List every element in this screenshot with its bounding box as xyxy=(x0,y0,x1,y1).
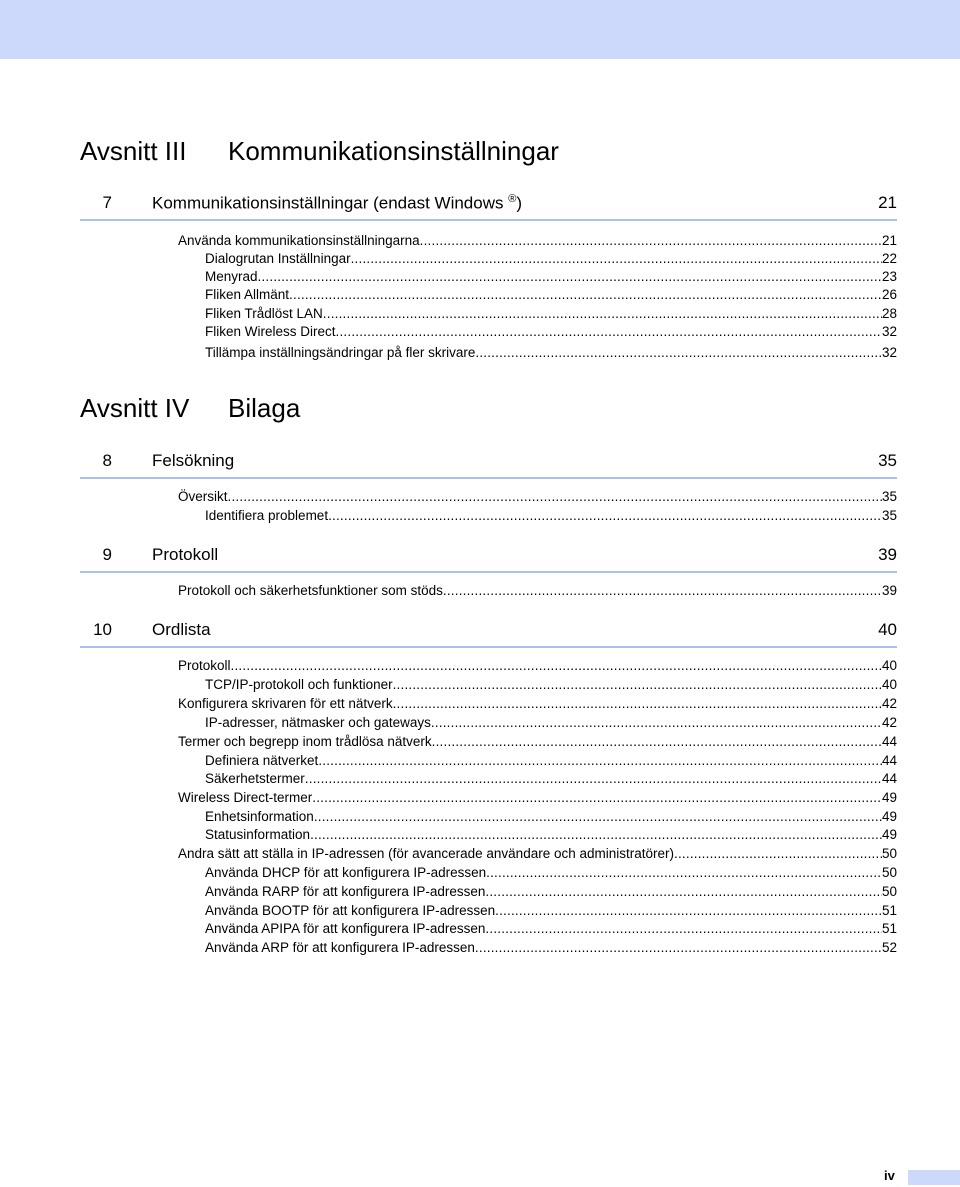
dot-leader xyxy=(420,232,882,249)
dot-leader xyxy=(312,789,882,806)
header-band xyxy=(0,0,960,59)
entry-page: 42 xyxy=(881,696,897,711)
toc-entry[interactable] xyxy=(205,284,897,303)
toc-entry[interactable] xyxy=(205,505,897,524)
entry-page: 28 xyxy=(881,306,897,321)
registered-mark: ® xyxy=(508,193,517,205)
entry-label: Menyrad xyxy=(205,269,258,284)
section-heading xyxy=(80,393,300,424)
entry-label: Statusinformation xyxy=(205,827,311,842)
entry-page: 51 xyxy=(881,921,897,936)
dot-leader xyxy=(314,808,882,825)
entry-page: 44 xyxy=(881,753,897,768)
entry-label: Använda DHCP för att konfigurera IP-adressen xyxy=(205,865,487,880)
entry-label: Använda ARP för att konfigurera IP-adressen xyxy=(205,940,475,955)
dot-leader xyxy=(495,902,882,919)
section-number: Avsnitt IV xyxy=(80,393,190,423)
section-title: Bilaga xyxy=(228,393,301,423)
entry-page: 50 xyxy=(881,884,897,899)
entry-label: Använda kommunikationsinställningarna xyxy=(178,233,420,248)
toc-entry[interactable] xyxy=(178,486,897,505)
toc-chapter[interactable] xyxy=(80,193,897,221)
chapter-number: 7 xyxy=(102,193,112,212)
entry-label: Dialogrutan Inställningar xyxy=(205,251,351,266)
entry-label: Protokoll och säkerhetsfunktioner som stöds xyxy=(178,583,443,598)
dot-leader xyxy=(674,845,882,862)
dot-leader xyxy=(485,883,882,900)
dot-leader xyxy=(310,826,882,843)
dot-leader xyxy=(336,323,882,340)
dot-leader xyxy=(475,939,882,956)
entry-label: Konfigurera skrivaren för ett nätverk xyxy=(178,696,393,711)
dot-leader xyxy=(432,733,882,750)
toc-entry[interactable] xyxy=(205,918,897,937)
entry-page: 44 xyxy=(881,734,897,749)
chapter-page: 40 xyxy=(878,620,897,639)
entry-label: Fliken Wireless Direct xyxy=(205,324,336,339)
dot-leader xyxy=(431,714,882,731)
entry-label: TCP/IP-protokoll och funktioner xyxy=(205,677,393,692)
toc-entry[interactable] xyxy=(205,806,897,825)
entry-page: 52 xyxy=(881,940,897,955)
entry-label: Fliken Trådlöst LAN xyxy=(205,306,323,321)
entry-page: 26 xyxy=(881,287,897,302)
entry-label: Identifiera problemet xyxy=(205,508,329,523)
entry-label: Enhetsinformation xyxy=(205,809,314,824)
entry-page: 49 xyxy=(881,809,897,824)
entry-page: 32 xyxy=(881,345,897,360)
toc-entry[interactable] xyxy=(178,655,897,674)
entry-page: 50 xyxy=(881,846,897,861)
chapter-page: 39 xyxy=(878,545,897,564)
entry-label: IP-adresser, nätmasker och gateways xyxy=(205,715,431,730)
toc-entry[interactable] xyxy=(205,768,897,787)
toc-entry[interactable] xyxy=(205,750,897,769)
entry-label: Tillämpa inställningsändringar på fler skrivare xyxy=(205,345,476,360)
toc-entry[interactable] xyxy=(205,881,897,900)
entry-label: Översikt xyxy=(178,489,228,504)
dot-leader xyxy=(486,864,882,881)
entry-label: Använda RARP för att konfigurera IP-adressen xyxy=(205,884,486,899)
toc-entry[interactable] xyxy=(178,580,897,599)
entry-page: 49 xyxy=(881,827,897,842)
chapter-number: 10 xyxy=(93,620,112,639)
toc-entry[interactable] xyxy=(205,824,897,843)
entry-label: Använda BOOTP för att konfigurera IP-adressen xyxy=(205,903,496,918)
toc-entry[interactable] xyxy=(178,843,897,862)
toc-entry[interactable] xyxy=(205,321,897,340)
chapter-title: Kommunikationsinställningar (endast Windows ®) xyxy=(152,193,523,213)
entry-page: 35 xyxy=(881,489,897,504)
toc-entry[interactable] xyxy=(205,303,897,322)
dot-leader xyxy=(485,920,882,937)
dot-leader xyxy=(393,676,882,693)
toc-entry[interactable] xyxy=(205,266,897,285)
dot-leader xyxy=(228,488,882,505)
dot-leader xyxy=(475,344,882,361)
chapter-page: 35 xyxy=(878,451,897,470)
entry-page: 32 xyxy=(881,324,897,339)
footer-band xyxy=(908,1170,960,1185)
toc-chapter[interactable] xyxy=(80,620,897,648)
entry-page: 40 xyxy=(881,677,897,692)
toc-chapter[interactable] xyxy=(80,451,897,479)
entry-label: Wireless Direct-termer xyxy=(178,790,313,805)
entry-label: Termer och begrepp inom trådlösa nätverk xyxy=(178,734,432,749)
dot-leader xyxy=(328,507,882,524)
toc-chapter[interactable] xyxy=(80,545,897,573)
entry-page: 21 xyxy=(881,233,897,248)
toc-entry[interactable] xyxy=(205,712,897,731)
page-number: iv xyxy=(884,1168,895,1183)
toc-entry[interactable] xyxy=(205,248,897,267)
entry-label: Andra sätt att ställa in IP-adressen (för avancerade användare och administratörer) xyxy=(178,846,675,861)
entry-label: Definiera nätverket xyxy=(205,753,319,768)
chapter-title: Protokoll xyxy=(152,545,219,564)
section-heading xyxy=(80,136,559,167)
toc-entry[interactable] xyxy=(178,230,897,249)
entry-page: 51 xyxy=(881,903,897,918)
toc-entry[interactable] xyxy=(205,674,897,693)
entry-label: Protokoll xyxy=(178,658,231,673)
entry-page: 23 xyxy=(881,269,897,284)
dot-leader xyxy=(323,305,882,322)
chapter-number: 8 xyxy=(102,451,112,470)
dot-leader xyxy=(258,268,882,285)
dot-leader xyxy=(393,695,882,712)
chapter-title: Ordlista xyxy=(152,620,211,639)
chapter-number: 9 xyxy=(102,545,112,564)
toc-entry[interactable] xyxy=(205,342,897,361)
entry-page: 44 xyxy=(881,771,897,786)
chapter-title: Felsökning xyxy=(152,451,235,470)
entry-label: Använda APIPA för att konfigurera IP-adressen xyxy=(205,921,486,936)
section-number: Avsnitt III xyxy=(80,136,187,166)
dot-leader xyxy=(305,770,882,787)
entry-page: 42 xyxy=(881,715,897,730)
entry-page: 40 xyxy=(881,658,897,673)
chapter-page: 21 xyxy=(878,193,897,212)
entry-page: 39 xyxy=(881,583,897,598)
entry-page: 50 xyxy=(881,865,897,880)
toc-entry[interactable] xyxy=(205,862,897,881)
entry-page: 35 xyxy=(881,508,897,523)
toc-entry[interactable] xyxy=(178,787,897,806)
dot-leader xyxy=(351,250,882,267)
dot-leader xyxy=(289,286,882,303)
entry-page: 22 xyxy=(881,251,897,266)
dot-leader xyxy=(231,657,882,674)
toc-entry[interactable] xyxy=(178,731,897,750)
section-title: Kommunikationsinställningar xyxy=(228,136,559,166)
toc-entry[interactable] xyxy=(205,900,897,919)
dot-leader xyxy=(443,582,882,599)
toc-entry[interactable] xyxy=(178,693,897,712)
entry-label: Säkerhetstermer xyxy=(205,771,305,786)
dot-leader xyxy=(318,752,882,769)
toc-entry[interactable] xyxy=(205,937,897,956)
entry-label: Fliken Allmänt xyxy=(205,287,290,302)
entry-page: 49 xyxy=(881,790,897,805)
